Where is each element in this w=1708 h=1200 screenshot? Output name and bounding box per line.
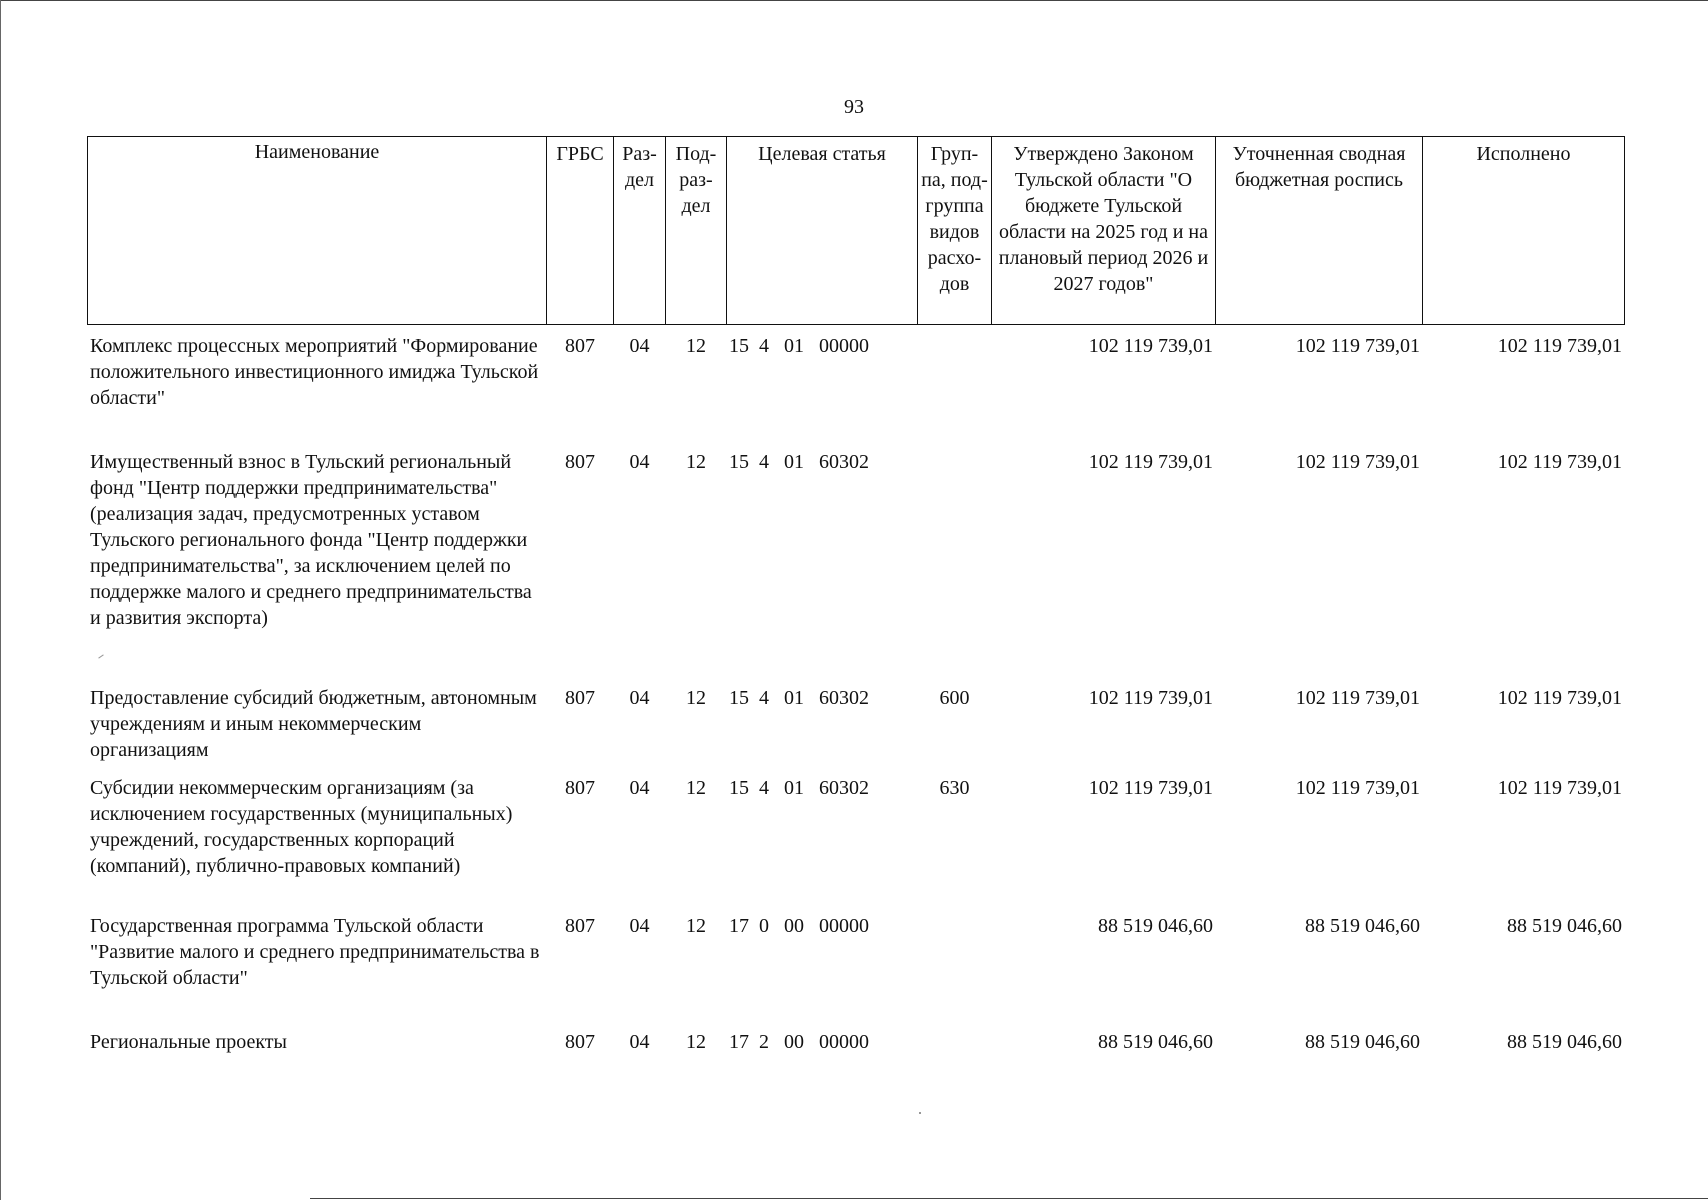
page-number: 93 bbox=[844, 96, 864, 118]
table-row bbox=[88, 1019, 1625, 1069]
right-edge-line bbox=[0, 0, 1, 1200]
row-razdel: 04 bbox=[629, 687, 650, 709]
row-refined: 88 519 046,60 bbox=[1305, 1031, 1420, 1053]
row-approved: 88 519 046,60 bbox=[1098, 915, 1213, 937]
table-header-row bbox=[88, 137, 1625, 325]
row-grbs: 807 bbox=[565, 335, 595, 357]
table-row bbox=[88, 903, 1625, 1019]
header-vr: Груп-па, под-группа видов расхо-дов bbox=[918, 137, 992, 325]
scan-dot bbox=[919, 1112, 921, 1114]
row-vr bbox=[918, 903, 992, 1019]
row-target: 15 4 01 00000 bbox=[729, 335, 869, 357]
table-row bbox=[88, 325, 1625, 440]
header-name: Наименование bbox=[88, 137, 547, 325]
row-razdel: 04 bbox=[629, 777, 650, 799]
row-vr: 630 bbox=[939, 777, 970, 799]
row-podrazdel: 12 bbox=[686, 915, 706, 937]
row-approved: 88 519 046,60 bbox=[1098, 1031, 1213, 1053]
row-target: 15 4 01 60302 bbox=[729, 777, 869, 799]
row-name: Субсидии некоммерческим организациям (за исключением государственных (муниципальных) учреждений, государственных корпораций (компаний), публично-правовых компаний) bbox=[90, 777, 513, 877]
row-razdel: 04 bbox=[629, 1031, 650, 1053]
header-target: Целевая статья bbox=[727, 137, 918, 325]
row-name: Региональные проекты bbox=[90, 1031, 287, 1053]
row-name: Предоставление субсидий бюджетным, автономным учреждениям и иным некоммерческим организациям bbox=[90, 687, 537, 761]
budget-table bbox=[87, 136, 1625, 1069]
row-approved: 102 119 739,01 bbox=[1088, 777, 1213, 799]
row-vr bbox=[918, 1019, 992, 1069]
row-refined: 102 119 739,01 bbox=[1295, 777, 1420, 799]
header-executed: Исполнено bbox=[1423, 137, 1625, 325]
header-grbs: ГРБС bbox=[547, 137, 614, 325]
row-podrazdel: 12 bbox=[686, 687, 706, 709]
row-executed: 102 119 739,01 bbox=[1497, 687, 1622, 709]
table-row bbox=[88, 765, 1625, 903]
top-edge-line bbox=[0, 0, 1708, 1]
row-name: Имущественный взнос в Тульский региональный фонд "Центр поддержки предпринимательства" (реализация задач, предусмотренных уставом Тульского регионального фонда "Центр поддержки предпринимательства", за исключением целей по поддержке малого и среднего предпринимательства и развития экспорта) bbox=[90, 451, 532, 629]
header-razdel: Раз-дел bbox=[614, 137, 666, 325]
row-executed: 102 119 739,01 bbox=[1497, 451, 1622, 473]
row-grbs: 807 bbox=[565, 451, 595, 473]
row-podrazdel: 12 bbox=[686, 777, 706, 799]
row-executed: 88 519 046,60 bbox=[1507, 1031, 1622, 1053]
row-refined: 102 119 739,01 bbox=[1295, 687, 1420, 709]
row-refined: 88 519 046,60 bbox=[1305, 915, 1420, 937]
row-grbs: 807 bbox=[565, 687, 595, 709]
row-vr bbox=[918, 325, 992, 440]
row-name: Государственная программа Тульской области "Развитие малого и среднего предпринимательства в Тульской области" bbox=[90, 915, 540, 989]
row-razdel: 04 bbox=[629, 915, 650, 937]
row-grbs: 807 bbox=[565, 1031, 595, 1053]
row-grbs: 807 bbox=[565, 777, 595, 799]
row-podrazdel: 12 bbox=[686, 335, 706, 357]
row-executed: 102 119 739,01 bbox=[1497, 777, 1622, 799]
header-refined: Уточненная сводная бюджетная роспись bbox=[1216, 137, 1423, 325]
row-vr: 600 bbox=[939, 687, 970, 709]
row-refined: 102 119 739,01 bbox=[1295, 335, 1420, 357]
row-target: 15 4 01 60302 bbox=[729, 687, 869, 709]
row-podrazdel: 12 bbox=[686, 451, 706, 473]
row-razdel: 04 bbox=[629, 335, 650, 357]
bottom-edge-line bbox=[310, 1198, 1708, 1199]
row-target: 17 2 00 00000 bbox=[729, 1031, 869, 1053]
row-executed: 88 519 046,60 bbox=[1507, 915, 1622, 937]
table-row bbox=[88, 439, 1625, 675]
row-vr bbox=[918, 439, 992, 675]
row-approved: 102 119 739,01 bbox=[1088, 687, 1213, 709]
row-podrazdel: 12 bbox=[686, 1031, 706, 1053]
header-podrazdel: Под-раз-дел bbox=[666, 137, 727, 325]
row-target: 17 0 00 00000 bbox=[729, 915, 869, 937]
header-approved: Утверждено Законом Тульской области "О бюджете Тульской области на 2025 год и на плановый период 2026 и 2027 годов" bbox=[992, 137, 1216, 325]
table-row bbox=[88, 675, 1625, 765]
row-razdel: 04 bbox=[629, 451, 650, 473]
row-target: 15 4 01 60302 bbox=[729, 451, 869, 473]
row-approved: 102 119 739,01 bbox=[1088, 335, 1213, 357]
row-executed: 102 119 739,01 bbox=[1497, 335, 1622, 357]
row-grbs: 807 bbox=[565, 915, 595, 937]
row-refined: 102 119 739,01 bbox=[1295, 451, 1420, 473]
row-approved: 102 119 739,01 bbox=[1088, 451, 1213, 473]
row-name: Комплекс процессных мероприятий "Формирование положительного инвестиционного имиджа Тульской области" bbox=[90, 335, 539, 409]
